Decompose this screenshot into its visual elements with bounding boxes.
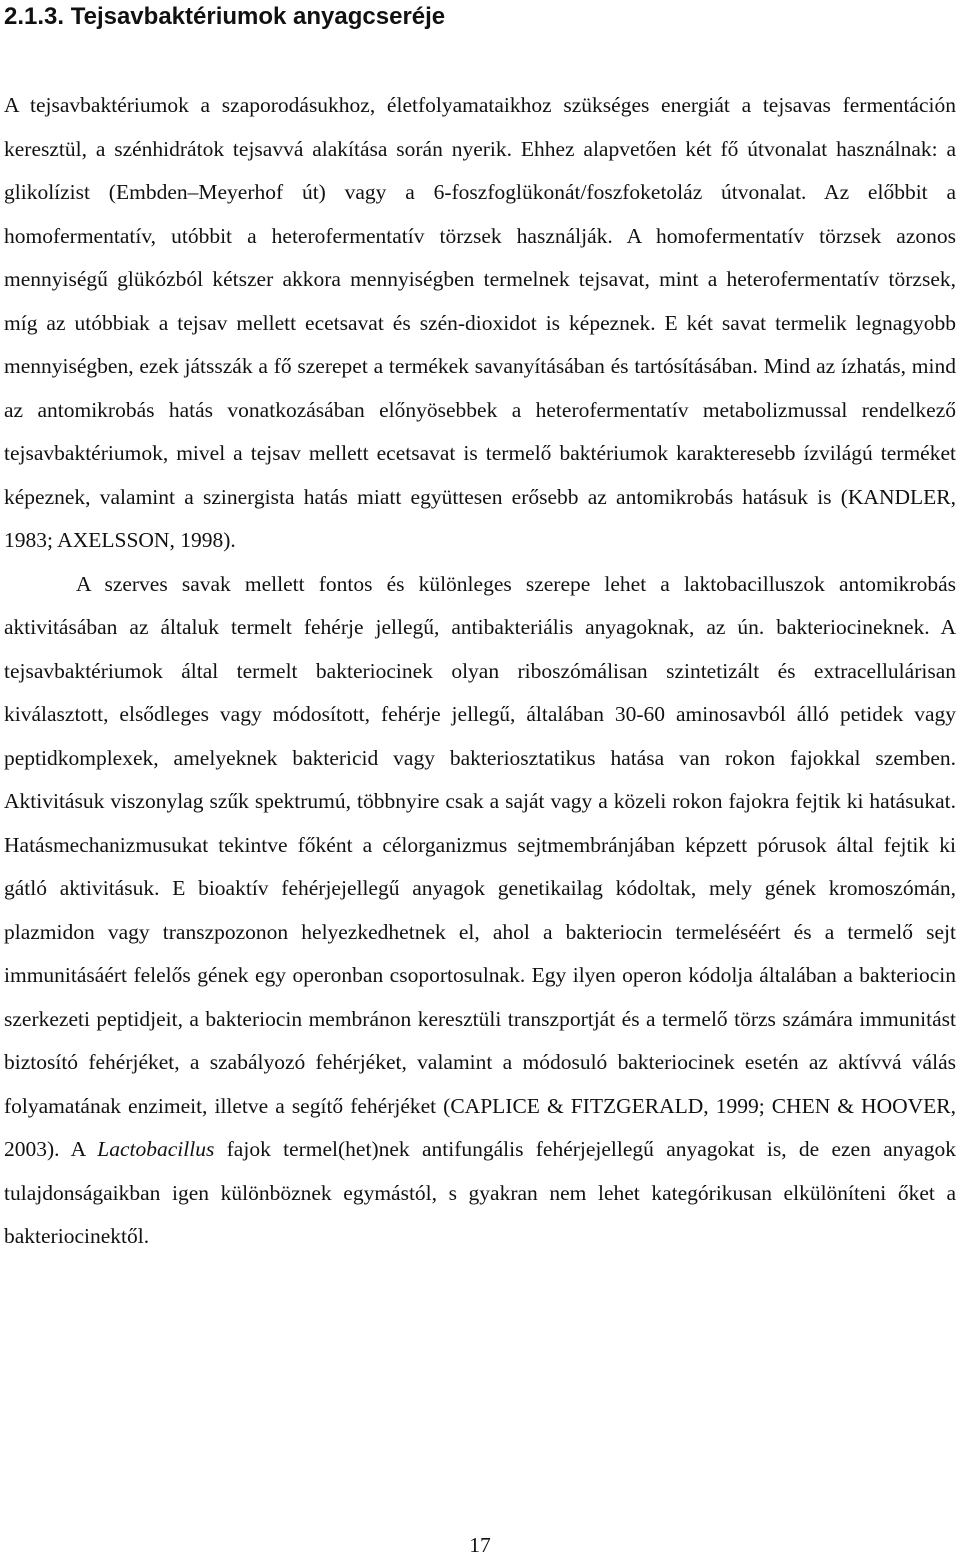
- paragraph-2-text-before: A szerves savak mellett fontos és különleges szerepe lehet a laktobacilluszok antomikrobás aktivitásában az általuk termelt fehérje jellegű, antibakteriális anyagoknak, az ún. bakteriocineknek. A tejsavbaktériumok által termelt bakteriocinek olyan riboszómálisan szintetizált és extracellulárisan kiválasztott, elsődleges vagy módosított, fehérje jellegű, általában 30-60 aminosavból álló petidek vagy peptidkomplexek, amelyeknek baktericid vagy bakteriosztatikus hatása van rokon fajokkal szemben. Aktivitásuk viszonylag szűk spektrumú, többnyire csak a saját vagy a közeli rokon fajokra fejtik ki hatásukat. Hatásmechanizmusukat tekintve főként a célorganizmus sejtmembránjában képzett pórusok által fejtik ki gátló aktivitásuk. E bioaktív fehérjejellegű anyagok genetikailag kódoltak, mely gének kromoszómán, plazmidon vagy transzpozonon helyezkedhetnek el, ahol a bakteriocin termeléséért és a termelő sejt immunitásáért felelős gének egy operonban csoportosulnak. Egy ilyen operon kódolja általában a bakteriocin szerkezeti peptidjeit, a bakteriocin membránon keresztüli transzportját és a termelő törzs számára immunitást biztosító fehérjéket, a szabályozó fehérjéket, valamint a módosuló bakteriocinek esetén az aktívvá válás folyamatának enzimeit, illetve a segítő fehérjéket (CAPLICE & FITZGERALD, 1999; CHEN & HOOVER, 2003). A: [4, 571, 956, 1161]
- paragraph-2: [4, 563, 956, 1259]
- paragraph-1: A tejsavbaktériumok a szaporodásukhoz, életfolyamataikhoz szükséges energiát a tejsavas fermentáción keresztül, a szénhidrátok tejsavvá alakítása során nyerik. Ehhez alapvetően két fő útvonalat használnak: a glikolízist (Embden–Meyerhof út) vagy a 6-foszfoglükonát/foszfoketoláz útvonalat. Az előbbit a homofermentatív, utóbbit a heterofermentatív törzsek használják. A homofermentatív törzsek azonos mennyiségű glükózból kétszer akkora mennyiségben termelnek tejsavat, mint a heterofermentatív törzsek, míg az utóbbiak a tejsav mellett ecetsavat és szén-dioxidot is képeznek. E két savat termelik legnagyobb mennyiségben, ezek játsszák a fő szerepet a termékek savanyításában és tartósításában. Mind az ízhatás, mind az antomikrobás hatás vonatkozásában előnyösebbek a heterofermentatív metabolizmussal rendelkező tejsavbaktériumok, mivel a tejsav mellett ecetsavat is termelő baktériumok karakteresebb ízvilágú terméket képeznek, valamint a szinergista hatás miatt együttesen erősebb az antomikrobás hatásuk is (KANDLER, 1983; AXELSSON, 1998).: [4, 93, 956, 552]
- paragraph-2-text-after: fajok termel(het)nek antifungális fehérjejellegű anyagokat is, de ezen anyagok tulajdonságaikban igen különböznek egymástól, s gyakran nem lehet kategórikusan elkülöníteni őket a bakteriocinektől.: [4, 1137, 956, 1248]
- document-page: [4, 0, 956, 1259]
- page-number: 17: [469, 1533, 491, 1557]
- section-heading: 2.1.3. Tejsavbaktériumok anyagcseréje: [4, 3, 446, 30]
- genus-name-italic: Lactobacillus: [97, 1137, 215, 1161]
